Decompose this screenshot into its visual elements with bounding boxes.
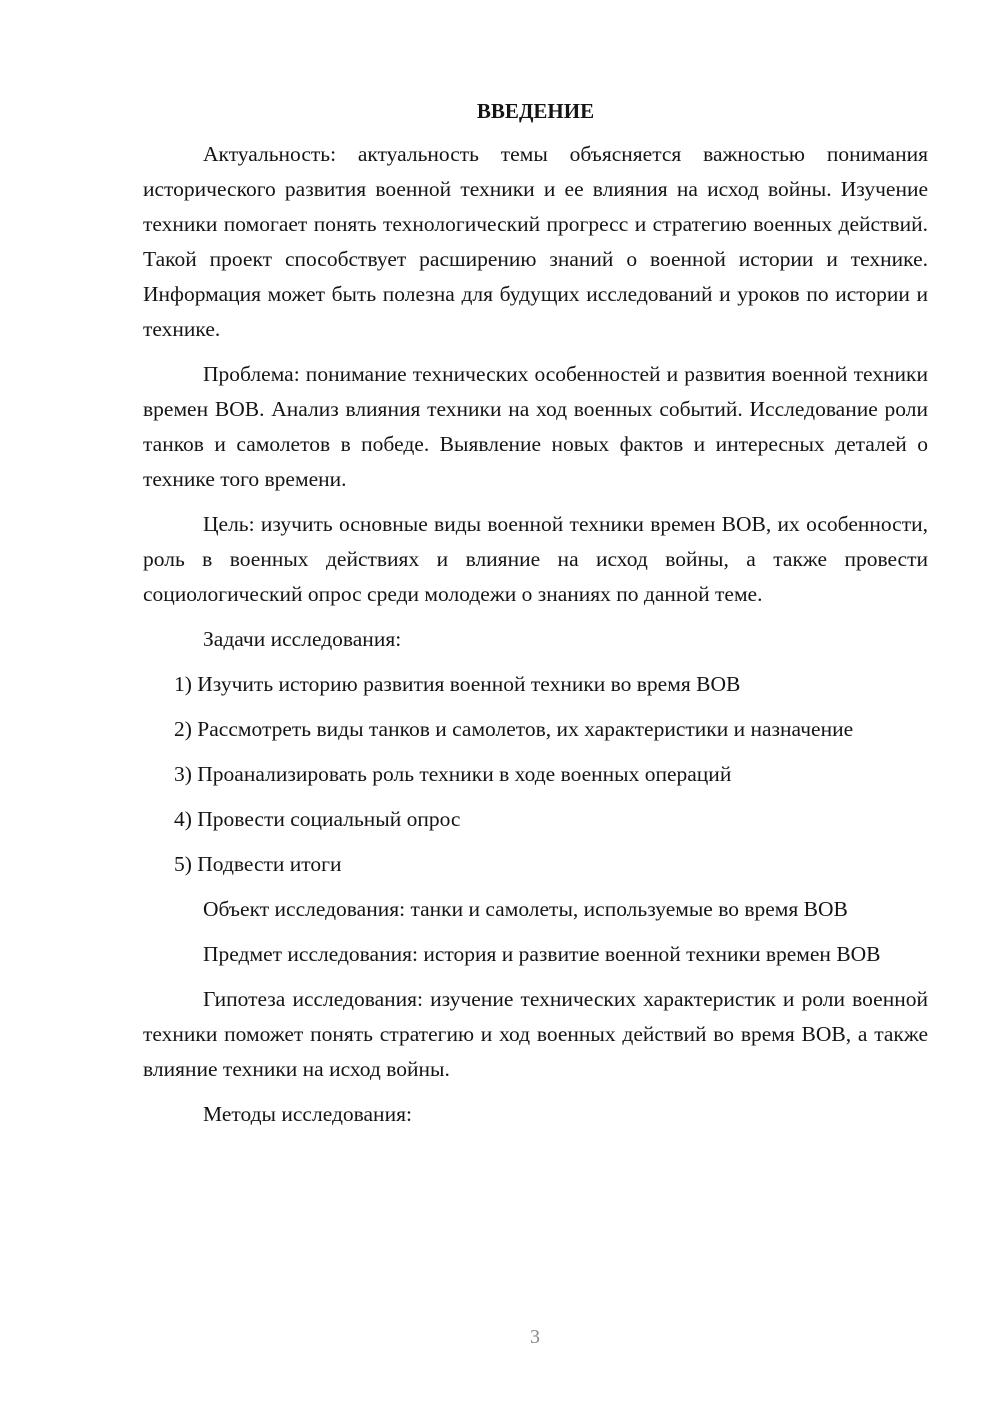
task-item: 4) Провести социальный опрос [174, 807, 461, 831]
relevance-paragraph: Актуальность: актуальность темы объясняется важностью понимания исторического развития военной техники и ее влияния на исход войны. Изучение техники помогает понять технологический прогресс и стратегию военных действий. Такой проект способствует расширению знаний о военной истории и технике. Информация может быть полезна для будущих исследований и уроков по истории и технике. [143, 142, 928, 341]
task-item: 2) Рассмотреть виды танков и самолетов, их характеристики и назначение [174, 717, 854, 741]
tasks-list [143, 667, 928, 882]
subject-paragraph: Предмет исследования: история и развитие военной техники времен ВОВ [203, 942, 881, 966]
goal-paragraph: Цель: изучить основные виды военной техники времен ВОВ, их особенности, роль в военных действиях и влияние на исход войны, а также провести социологический опрос среди молодежи о знаниях по данной теме. [143, 512, 928, 606]
page-number: 3 [530, 1326, 540, 1348]
problem-paragraph: Проблема: понимание технических особенностей и развития военной техники времен ВОВ. Анализ влияния техники на ход военных событий. Исследование роли танков и самолетов в победе. Выявление новых фактов и интересных деталей о технике того времени. [143, 362, 928, 491]
page-title: ВВЕДЕНИЕ [476, 99, 595, 123]
object-paragraph: Объект исследования: танки и самолеты, используемые во время ВОВ [203, 897, 848, 921]
tasks-heading: Задачи исследования: [203, 627, 402, 651]
task-item: 1) Изучить историю развития военной техники во время ВОВ [174, 672, 741, 696]
task-item: 5) Подвести итоги [174, 852, 342, 876]
document-page [143, 96, 928, 1142]
methods-heading: Методы исследования: [203, 1102, 412, 1126]
hypothesis-paragraph: Гипотеза исследования: изучение технических характеристик и роли военной техники поможет понять стратегию и ход военных действий во время ВОВ, а также влияние техники на исход войны. [143, 987, 928, 1081]
task-item: 3) Проанализировать роль техники в ходе военных операций [174, 762, 732, 786]
